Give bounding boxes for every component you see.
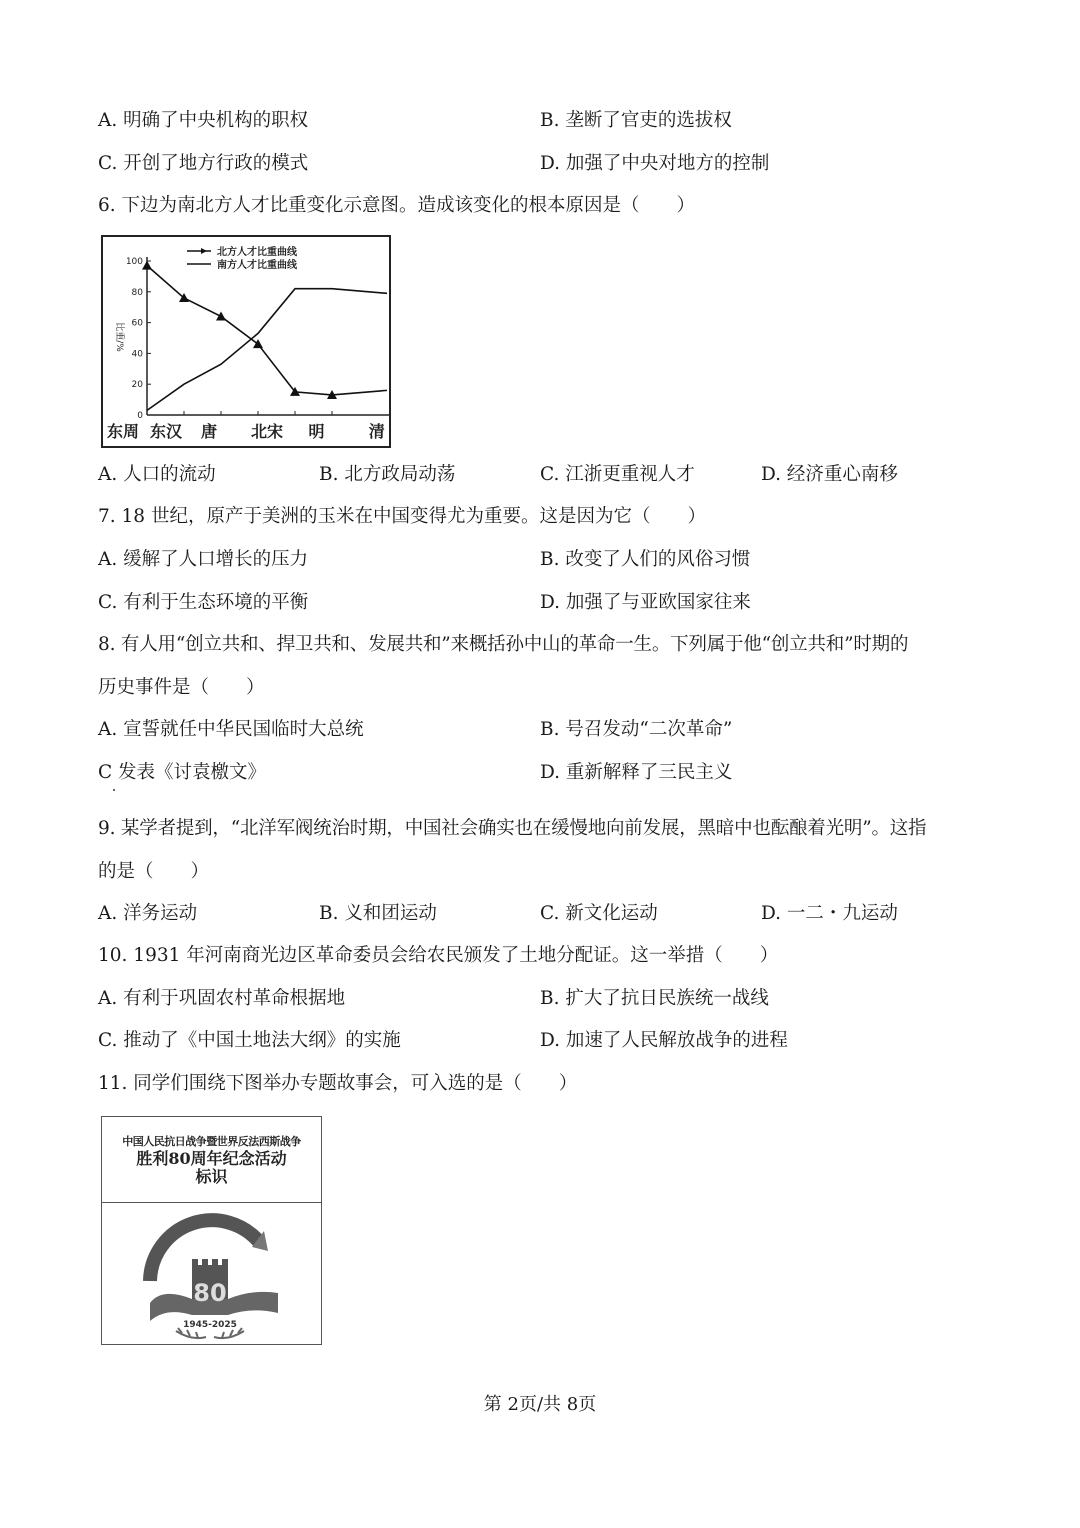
q9-stem-line2: 的是（ ）: [98, 861, 210, 882]
y-tick-label: 60: [131, 318, 143, 329]
talent-ratio-chart: [101, 235, 391, 448]
emblem-years: 1945-2025: [183, 1320, 237, 1330]
commemoration-logo: [101, 1116, 322, 1345]
series-point: [142, 261, 152, 270]
q9-option-b: B. 义和团运动: [319, 903, 437, 924]
y-tick-label: 20: [131, 380, 143, 391]
q8-option-d: D. 重新解释了三民主义: [540, 762, 733, 783]
q7-option-a: A. 缓解了人口增长的压力: [98, 549, 309, 570]
q8-option-a: A. 宣誓就任中华民国临时大总统: [98, 719, 364, 740]
q7-stem: 7. 18 世纪，原产于美洲的玉米在中国变得尤为重要。这是因为它（ ）: [98, 506, 706, 527]
q5-option-b: B. 垄断了官吏的选拔权: [540, 110, 732, 131]
q5-option-d: D. 加强了中央对地方的控制: [540, 153, 770, 174]
y-tick-label: 100: [125, 257, 143, 267]
q9-option-a: A. 洋务运动: [98, 903, 198, 924]
q11-stem: 11. 同学们围绕下图举办专题故事会，可入选的是（ ）: [98, 1073, 578, 1094]
great-wall-emblem: [102, 1203, 320, 1343]
y-tick-label: 80: [131, 287, 143, 298]
q6-stem: 6. 下边为南北方人才比重变化示意图。造成该变化的根本原因是（ ）: [98, 195, 696, 216]
page-footer: 第 2页/共 8页: [483, 1394, 597, 1415]
q7-option-c: C. 有利于生态环境的平衡: [98, 592, 309, 613]
q7-option-d: D. 加强了与亚欧国家往来: [540, 592, 751, 613]
q8-option-c: C 发表《讨袁檄文》: [98, 762, 267, 783]
q9-stem-line1: 9. 某学者提到，“北洋军阀统治时期，中国社会确实也在缓慢地向前发展，黑暗中也酝酿着光明”。这指: [98, 818, 927, 839]
q6-option-a: A. 人口的流动: [98, 464, 216, 485]
q10-option-a: A. 有利于巩固农村革命根据地: [98, 988, 346, 1009]
legend-marker-north: [201, 248, 207, 254]
q9-option-d: D. 一二・九运动: [761, 903, 898, 924]
legend-label-south: 南方人才比重曲线: [217, 260, 297, 271]
q6-option-d: D. 经济重心南移: [761, 464, 898, 485]
y-tick-label: 0: [137, 411, 143, 421]
q6-option-c: C. 江浙更重视人才: [540, 464, 695, 485]
q6-option-b: B. 北方政局动荡: [319, 464, 456, 485]
q7-option-b: B. 改变了人们的风俗习惯: [540, 549, 751, 570]
x-tick-label: 北宋: [251, 422, 284, 441]
q5-option-a: A. 明确了中央机构的职权: [98, 110, 309, 131]
x-tick-label: 东汉: [149, 422, 183, 441]
legend-label-north: 北方人才比重曲线: [217, 247, 297, 258]
logo-title: [102, 1117, 321, 1203]
q10-option-b: B. 扩大了抗日民族统一战线: [540, 988, 769, 1009]
chart-svg: [103, 237, 389, 446]
q10-option-c: C. 推动了《中国土地法大纲》的实施: [98, 1030, 401, 1051]
logo-title-line3: 标识: [195, 1167, 228, 1186]
series-line-1: [147, 266, 387, 395]
y-axis-label: 比重/%: [114, 322, 124, 352]
x-tick-label: 明: [308, 422, 325, 441]
x-tick-label: 清: [368, 422, 385, 441]
logo-title-line2: 胜利80周年纪念活动: [136, 1149, 287, 1168]
x-tick-label: 东周: [106, 422, 140, 441]
q10-option-d: D. 加速了人民解放战争的进程: [540, 1030, 788, 1051]
q10-stem: 10. 1931 年河南商光边区革命委员会给农民颁发了土地分配证。这一举措（ ）: [98, 945, 779, 966]
q5-option-c: C. 开创了地方行政的模式: [98, 153, 309, 174]
series-point: [216, 311, 226, 320]
emblem-number: 80: [193, 1279, 227, 1307]
q8-stem-line2: 历史事件是（ ）: [98, 677, 265, 698]
y-tick-label: 40: [131, 349, 143, 360]
series-line-2: [147, 289, 387, 411]
q8-stem-line1: 8. 有人用“创立共和、捍卫共和、发展共和”来概括孙中山的革命一生。下列属于他“创立共和”时期的: [98, 634, 909, 655]
x-tick-label: 唐: [200, 422, 218, 441]
logo-title-line1: 中国人民抗日战争暨世界反法西斯战争: [122, 1135, 301, 1148]
stray-dot: [113, 789, 115, 791]
q8-option-b: B. 号召发动“二次革命”: [540, 719, 733, 740]
q9-option-c: C. 新文化运动: [540, 903, 658, 924]
series-point: [253, 339, 263, 348]
